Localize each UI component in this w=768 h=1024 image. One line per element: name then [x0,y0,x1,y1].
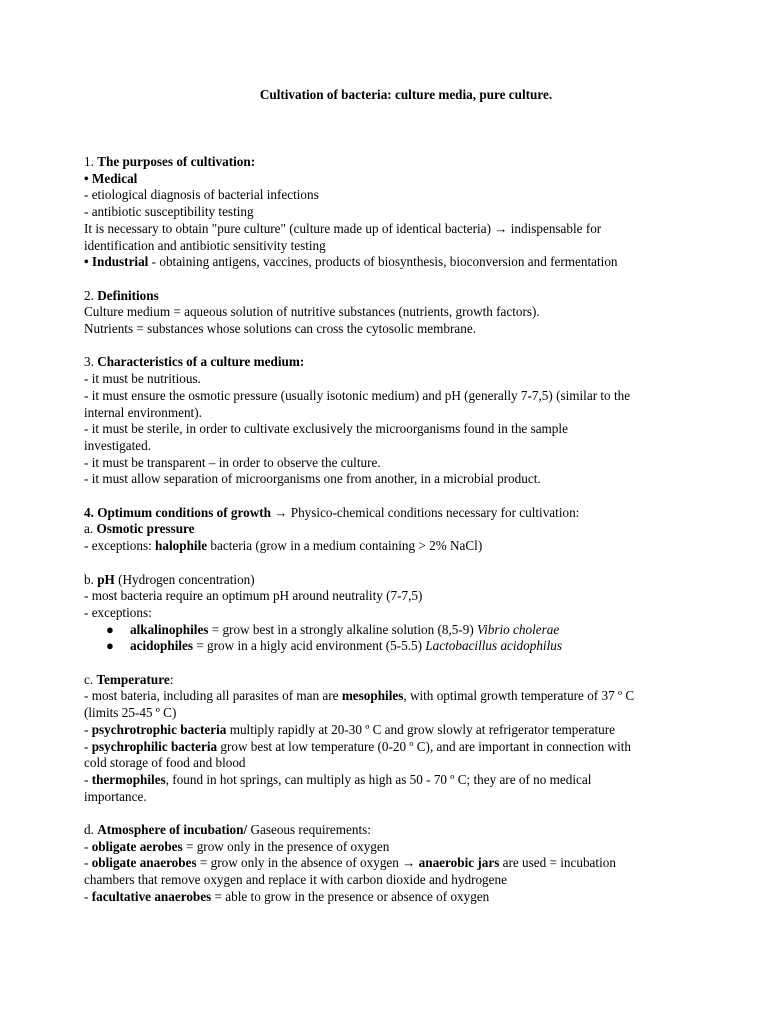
document-title: Cultivation of bacteria: culture media, pure culture. [259,87,553,102]
text-span: : [169,671,174,687]
bold-term: alkalinophiles [130,621,209,637]
text-line: internal environment). [84,404,202,420]
bullet-dot-icon: ● [106,638,114,654]
text-span: - [84,888,92,904]
text-span: (Hydrogen concentration) [114,571,255,587]
bold-term: psychrophilic bacteria [91,738,218,754]
subsection-number: c. [84,671,97,687]
section-number: 1. [84,154,98,169]
bold-term: halophile [155,538,208,554]
text-line [84,855,734,872]
subsection-title: Atmosphere of incubation/ [97,822,248,838]
bullet-label: • Industrial [84,254,149,270]
subsection-number: b. [84,571,98,587]
subsection-title: Temperature [96,671,170,687]
bold-term: facultative anaerobes [91,888,212,904]
subsection-number: a. [84,521,97,537]
section-1-heading [84,154,734,171]
species-name: Vibrio cholerae [477,621,560,637]
section-4-heading [84,505,734,522]
text-span: grow best at low temperature (0-20 º C), and are important in connection with [217,738,631,754]
text-line: importance. [84,788,147,804]
text-span: multiply rapidly at 20-30 º C and grow slowly at refrigerator temperature [226,721,616,737]
text-line [84,889,734,906]
text-line: - it must be sterile, in order to cultivate exclusively the microorganisms found in the sample [84,421,568,437]
section-3-heading [84,354,734,371]
text-line: - antibiotic susceptibility testing [84,204,254,220]
subsection-c-heading [84,672,734,689]
text-line [84,538,734,555]
text-line [84,839,734,856]
text-span: - obtaining antigens, vaccines, products of biosynthesis, bioconversion and fermentation [148,254,618,270]
bullet-list [84,622,734,655]
medical-label [84,171,734,188]
text-span: = grow best in a strongly alkaline solution (8,5-9) [208,621,478,637]
text-line: Nutrients = substances whose solutions can cross the cytosolic membrane. [84,321,476,337]
section-title: 4. Optimum conditions of growth [84,504,271,520]
section-number: 2. [84,287,98,303]
text-line: It is necessary to obtain "pure culture" (culture made up of identical bacteria) → indispensable for [84,220,602,236]
text-span: - [84,838,92,854]
text-line: - it must be nutritious. [84,371,201,387]
text-line: identification and antibiotic sensitivity testing [84,237,326,253]
text-span: → Physico-chemical conditions necessary for cultivation: [270,504,580,520]
text-span: = grow only in the absence of oxygen → [196,855,419,871]
section-title: The purposes of cultivation: [97,154,256,169]
text-line [84,688,734,705]
section-title: Characteristics of a culture medium: [97,354,305,370]
bold-term: obligate anaerobes [91,855,197,871]
text-span: Gaseous requirements: [247,822,371,838]
list-item [84,638,734,655]
text-line: - it must be transparent – in order to observe the culture. [84,454,381,470]
text-span: = grow only in the presence of oxygen [182,838,390,854]
text-span: - [84,771,92,787]
section-2-heading [84,288,734,305]
text-line: chambers that remove oxygen and replace it with carbon dioxide and hydrogene [84,872,507,888]
text-line: - it must allow separation of microorganisms one from another, in a microbial product. [84,471,541,487]
document-body [84,154,734,906]
text-span: bacteria (grow in a medium containing > 2% NaCl) [207,538,483,554]
bold-term: psychrotrophic bacteria [91,721,227,737]
text-line: - it must ensure the osmotic pressure (usually isotonic medium) and pH (generally 7-7,5) (similar to the [84,387,631,403]
text-line: investigated. [84,437,152,453]
text-span: are used = incubation [499,855,616,871]
text-span: - [84,855,92,871]
text-line [84,772,734,789]
subsection-title: Osmotic pressure [96,521,195,537]
subsection-d-heading [84,822,734,839]
text-span: = able to grow in the presence or absence of oxygen [211,888,490,904]
subsection-number: d. [84,822,98,838]
text-line [84,722,734,739]
list-item [84,622,734,639]
subsection-b-heading [84,572,734,589]
subsection-title: pH [97,571,115,587]
text-line: - most bacteria require an optimum pH around neutrality (7-7,5) [84,588,423,604]
section-number: 3. [84,354,98,370]
text-span: , with optimal growth temperature of 37 º C [403,688,635,704]
text-line: (limits 25-45 º C) [84,705,177,721]
bullet-label: • Medical [84,170,138,186]
text-line: Culture medium = aqueous solution of nutritive substances (nutrients, growth factors). [84,304,540,320]
section-title: Definitions [97,287,159,303]
text-span: - most bateria, including all parasites of man are [84,688,342,704]
text-span: - exceptions: [84,538,156,554]
bold-term: mesophiles [341,688,404,704]
industrial-line [84,254,734,271]
text-span: - [84,721,92,737]
text-span: - [84,738,92,754]
text-line: - exceptions: [84,604,152,620]
text-span: , found in hot springs, can multiply as high as 50 - 70 º C; they are of no medical [165,771,592,787]
bold-term: thermophiles [91,771,166,787]
species-name: Lactobacillus acidophilus [425,638,562,654]
text-line: - etiological diagnosis of bacterial infections [84,187,319,203]
bullet-dot-icon: ● [106,621,114,637]
subsection-a-heading [84,521,734,538]
bold-term: obligate aerobes [91,838,183,854]
text-line: cold storage of food and blood [84,755,246,771]
bold-term: acidophiles [130,638,194,654]
bold-term: anaerobic jars [418,855,500,871]
text-span: = grow in a higly acid environment (5-5.5) [193,638,426,654]
text-line [84,739,734,756]
